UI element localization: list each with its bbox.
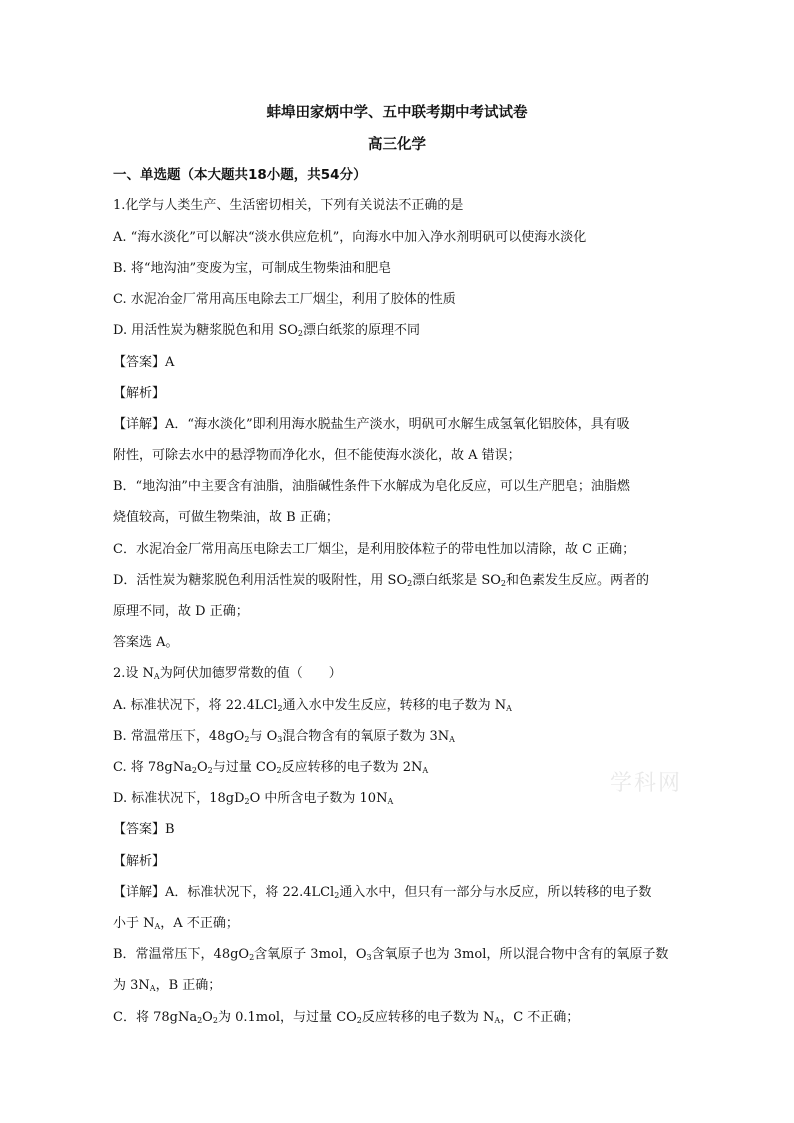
q2-detail-b-line2: 为 $3N_A$，B 正确； — [113, 978, 222, 993]
q1-option-b: B. 将“地沟油”变废为宝，可制成生物柴油和肥皂 — [113, 261, 392, 276]
q1-detail-b-line1: B．“地沟油”中主要含有油脂，油脂碱性条件下水解成为皂化反应，可以生产肥皂；油脂燃 — [113, 479, 630, 494]
q2-option-d: D. 标准状况下，$18gD_2O$ 中所含电子数为 $10N_A$ — [113, 791, 394, 806]
q2-option-a: A. 标准状况下，将 22.4LCl$_2$通入水中发生反应，转移的电子数为 $N_A$ — [113, 698, 512, 713]
q2-option-b: B. 常温常压下，$48gO_2$与 $O_3$混合物含有的氧原子数为 $3N_A$ — [113, 729, 455, 744]
q1-answer: 【答案】A — [113, 355, 175, 370]
exam-title: 蚌埠田家炳中学、五中联考期中考试试卷 — [266, 105, 528, 121]
section-heading: 一、单选题（本大题共18小题，共54分） — [113, 167, 367, 183]
q1-detail-a-line1: 【详解】A．“海水淡化”即利用海水脱盐生产淡水，明矾可水解生成氢氧化铝胶体，具有吸 — [113, 417, 630, 432]
q1-option-c: C. 水泥冶金厂常用高压电除去工厂烟尘，利用了胶体的性质 — [113, 292, 456, 307]
q1-detail-c: C．水泥冶金厂常用高压电除去工厂烟尘，是利用胶体粒子的带电性加以清除，故 C 正确； — [113, 542, 636, 557]
q2-detail-b-line1: B．常温常压下，$48gO_2$含氧原子 3mol，$O_3$含氧原子也为 3mol，所以混合物中含有的氧原子数 — [113, 947, 669, 962]
q1-option-a: A. “海水淡化”可以解决“淡水供应危机”，向海水中加入净水剂明矾可以使海水淡化 — [113, 230, 587, 245]
watermark-logo: 学科网 — [610, 771, 683, 796]
q1-conclusion: 答案选 A。 — [113, 635, 179, 650]
q2-option-c: C. 将 $78gNa_2O_2$与过量 $CO_2$反应转移的电子数为 $2N_A$ — [113, 760, 429, 775]
q2-detail-a-line1: 【详解】A．标准状况下，将 22.4LCl$_2$通入水中，但只有一部分与水反应，所以转移的电子数 — [113, 885, 652, 900]
q1-detail-a-line2: 附性，可除去水中的悬浮物而净化水，但不能使海水淡化，故 A 错误； — [113, 448, 521, 463]
q1-stem: 1.化学与人类生产、生活密切相关，下列有关说法不正确的是 — [113, 198, 464, 213]
q1-detail-d-line2: 原理不同，故 D 正确； — [113, 604, 249, 619]
q2-analysis-label: 【解析】 — [113, 854, 166, 869]
exam-subject: 高三化学 — [368, 137, 426, 153]
q1-detail-b-line2: 烧值较高，可做生物柴油，故 B 正确； — [113, 510, 339, 525]
q2-detail-a-line2: 小于 $N_A$，A 不正确； — [113, 916, 239, 931]
q2-detail-c: C．将 $78gNa_2O_2$为 0.1mol，与过量 $CO_2$反应转移的电子数为 $N_A$，C 不正确； — [113, 1010, 580, 1025]
q2-stem: 2.设 $N_A$为阿伏加德罗常数的值（ ） — [113, 666, 342, 681]
q2-answer: 【答案】B — [113, 822, 175, 837]
q1-analysis-label: 【解析】 — [113, 386, 166, 401]
q1-option-d: D. 用活性炭为糖浆脱色和用 $SO_2$漂白纸浆的原理不同 — [113, 323, 421, 338]
q1-detail-d-line1: D．活性炭为糖浆脱色利用活性炭的吸附性，用 $SO_2$漂白纸浆是 $SO_2$和色素发生反应。两者的 — [113, 573, 650, 588]
